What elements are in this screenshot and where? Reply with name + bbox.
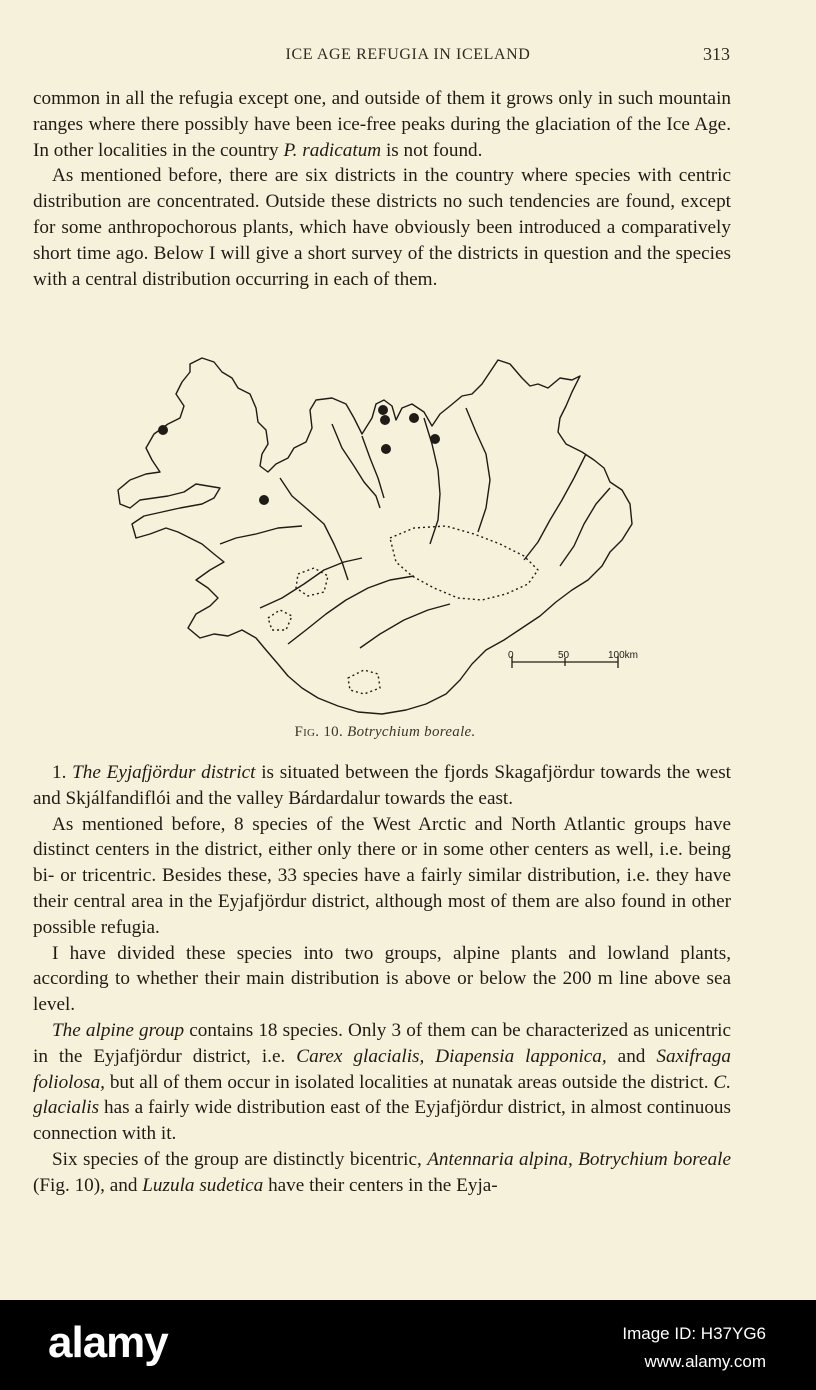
paragraph: The alpine group contains 18 species. Only 3 of them can be characterized as unicentric in the Eyjafjördur district, i.e. Carex glacialis, Diapensia lapponica, and Saxifraga foliolosa, but all of them occur in isolated localities at nunatak areas outside the district. C. glacialis has a fairly wide distribution east of the Eyjafjördur district, in almost continuous connection with it. <box>33 1019 732 1145</box>
glacier <box>268 610 292 630</box>
running-title: ICE AGE REFUGIA IN ICELAND <box>285 46 531 63</box>
locality-dot <box>158 425 168 435</box>
locality-dot <box>409 413 419 423</box>
river <box>466 408 490 532</box>
paragraph: I have divided these species into two groups, alpine plants and lowland plants, according to whether their main distribution is above or below the 200 m line above sea level. <box>33 942 731 1016</box>
running-head <box>0 46 816 70</box>
site-link[interactable]: www.alamy.com <box>644 1352 766 1371</box>
alamy-logo[interactable]: alamy <box>48 1318 168 1367</box>
locality-dot <box>380 415 390 425</box>
glacier <box>296 568 328 596</box>
river <box>560 488 610 566</box>
paragraph: Six species of the group are distinctly bicentric, Antennaria alpina, Botrychium boreale (Fig. 10), and Luzula sudetica have their centers in the Eyja- <box>33 1148 732 1196</box>
map-svg <box>110 348 670 724</box>
paragraph: 1. The Eyjafjördur district is situated between the fjords Skagafjördur towards the west and Skjálfandiflói and the valley Bárdardalur towards the east. <box>33 762 732 809</box>
iceland-distribution-map <box>110 348 670 724</box>
paragraph: common in all the refugia except one, and outside of them it grows only in such mountain ranges where there possibly have been ice-free peaks during the glaciation of the Ice Age. In other localities in the country P. radicatum is not found. <box>33 88 731 161</box>
page-number: 313 <box>703 44 730 64</box>
image-id: Image ID: H37YG6 <box>622 1324 766 1343</box>
river <box>260 558 362 608</box>
scale-label: 0 <box>508 650 514 661</box>
section-text <box>33 760 731 1199</box>
river <box>360 604 450 648</box>
figure-caption <box>0 724 770 741</box>
locality-dot <box>378 405 388 415</box>
figure-species: Botrychium boreale. <box>347 724 476 740</box>
glacier <box>348 670 380 694</box>
stock-footer <box>0 1300 816 1390</box>
river <box>220 526 302 544</box>
locality-dot <box>430 434 440 444</box>
river <box>524 454 586 560</box>
glacier <box>390 526 538 600</box>
paragraph: As mentioned before, there are six districts in the country where species with centric distribution are concentrated. Outside these districts no such tendencies are found, except for some anthropochorous plants, which have obviously been introduced a comparatively short time ago. Below I will give a short survey of the districts in question and the species with a central distribution occurring in each of them. <box>33 165 731 290</box>
paragraph: As mentioned before, 8 species of the West Arctic and North Atlantic groups have distinct centers in the district, either only there or in some other centers as well, i.e. being bi- or tricentric. Besides these, 33 species have a fairly similar distribution, i.e. they have their central area in the Eyjafjördur district, although most of them are also found in other possible refugia. <box>33 813 731 938</box>
scale-label: 100km <box>608 650 639 661</box>
figure-label: Fig. 10. <box>294 724 344 740</box>
locality-dot <box>259 495 269 505</box>
coastline <box>118 358 632 714</box>
scale-label: 50 <box>558 650 570 661</box>
river <box>362 436 384 498</box>
intro-text <box>33 86 731 292</box>
river <box>288 576 414 644</box>
locality-dot <box>381 444 391 454</box>
